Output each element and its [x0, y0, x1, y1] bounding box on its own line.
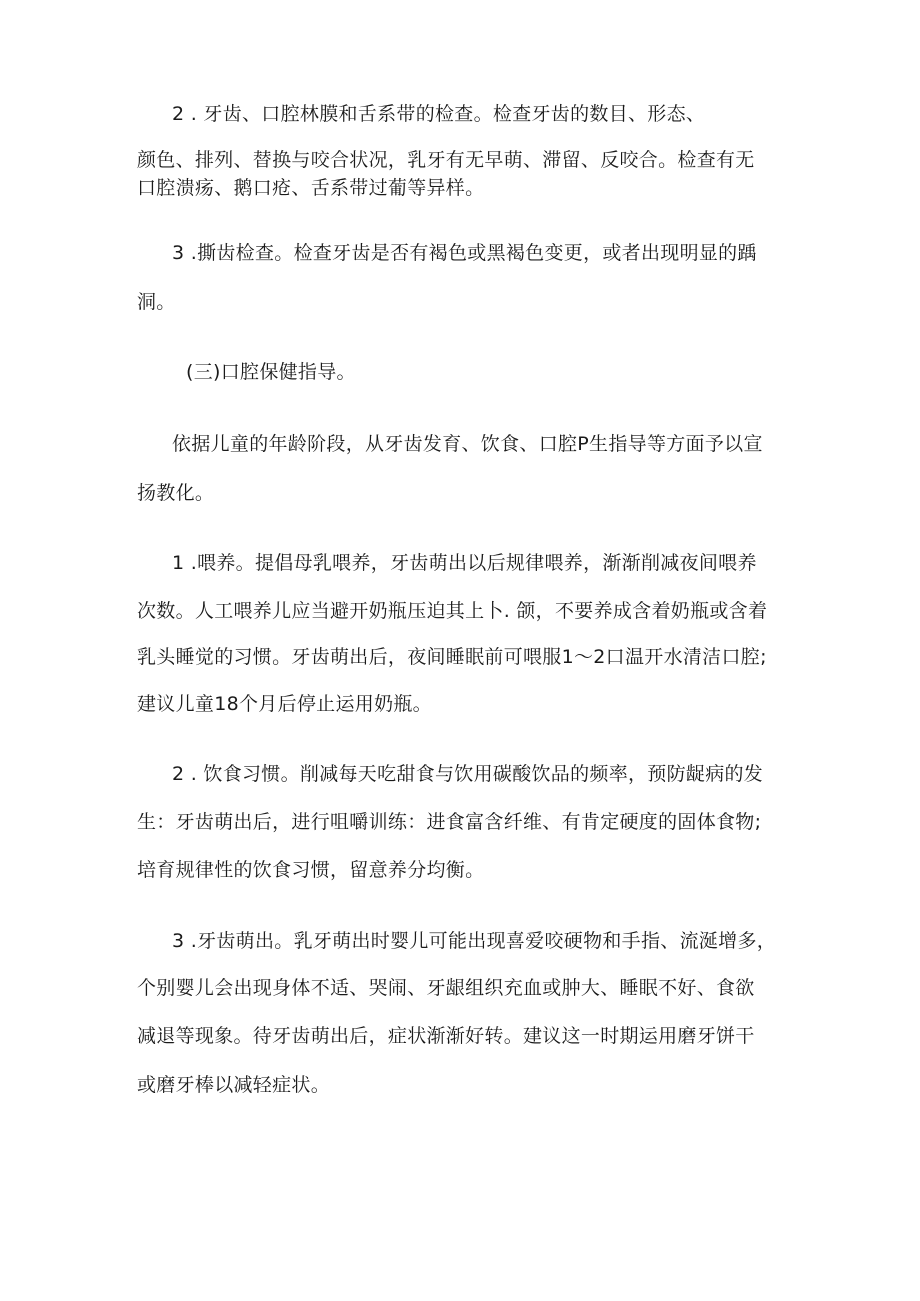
- section-heading: (三)口腔保健指导。: [186, 361, 356, 383]
- text-line: 减退等现象。待牙齿萌出后，症状渐渐好转。建议这一时期运用磨牙饼干: [137, 1025, 755, 1047]
- text-line: 2 . 牙齿、口腔林膜和舌系带的检查。检查牙齿的数目、形态、: [172, 103, 706, 125]
- text-line: 口腔溃疡、鹅口疮、舌系带过葡等异样。: [137, 177, 485, 199]
- text-line: 乳头睡觉的习惯。牙齿萌出后，夜间睡眠前可喂服1～2口温开水清洁口腔;: [137, 646, 767, 668]
- text-line: 3 .撕齿检查。检查牙齿是否有褐色或黑褐色变更，或者出现明显的踽: [172, 242, 757, 264]
- text-line: 洞。: [137, 291, 176, 313]
- text-line: 1 .喂养。提倡母乳喂养，牙齿萌出以后规律喂养，渐渐削减夜间喂养: [172, 552, 757, 574]
- text-line: 生：牙齿萌出后，进行咀嚼训练：进食富含纤维、有肯定硬度的固体食物;: [137, 811, 762, 833]
- text-line: 建议儿童18个月后停止运用奶瓶。: [137, 693, 432, 715]
- text-line: 扬教化。: [137, 482, 215, 504]
- text-line: 或磨牙棒以减轻症状。: [137, 1074, 331, 1096]
- text-line: 颜色、排列、替换与咬合状况，乳牙有无早萌、滞留、反咬合。检查有无: [137, 149, 755, 171]
- text-line: 培育规律性的饮食习惯，留意养分均衡。: [137, 859, 485, 881]
- text-line: 个别婴儿会出现身体不适、哭闹、牙龈组织充血或肿大、睡眠不好、食欲: [137, 977, 755, 999]
- text-line: 2 . 饮食习惯。削减每天吃甜食与饮用碳酸饮品的频率，预防龊病的发: [172, 763, 764, 785]
- text-line: 次数。人工喂养儿应当避开奶瓶压迫其上卜. 颌，不要养成含着奶瓶或含着: [137, 600, 768, 622]
- text-line: 3 .牙齿萌出。乳牙萌出时婴儿可能出现喜爱咬硬物和手指、流涎增多，: [172, 930, 777, 952]
- text-line: 依据儿童的年龄阶段，从牙齿发育、饮食、口腔P生指导等方面予以宣: [172, 433, 763, 455]
